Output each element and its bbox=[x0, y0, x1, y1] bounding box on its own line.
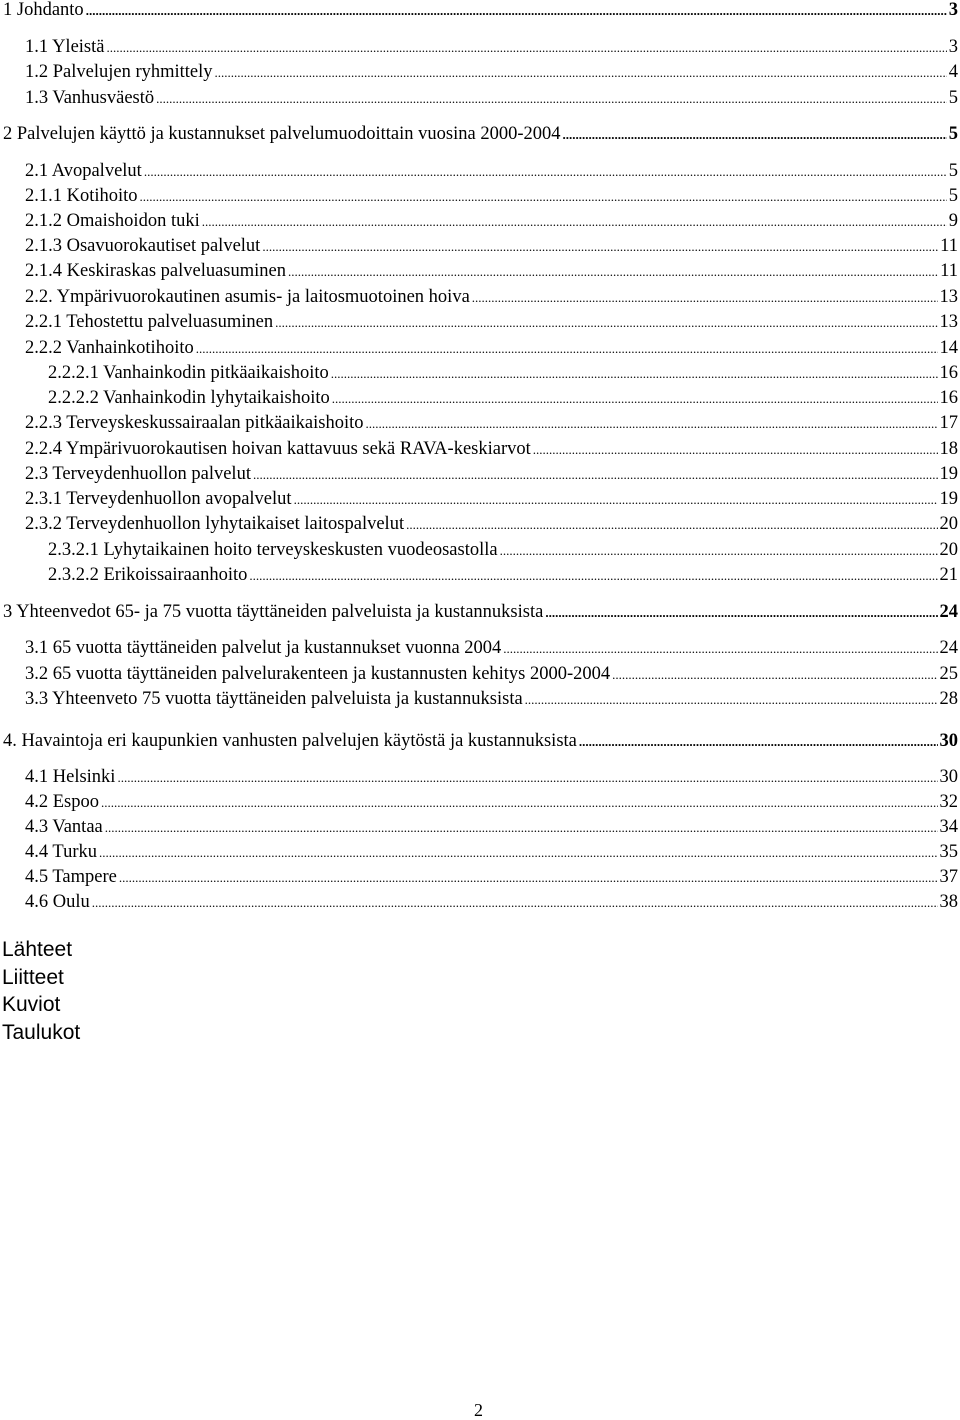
toc-entry[interactable] bbox=[25, 158, 960, 184]
toc-leader-dots bbox=[144, 159, 947, 185]
toc-entry[interactable] bbox=[48, 537, 960, 563]
toc-entry-label: 3.3 Yhteenveto 75 vuotta täyttäneiden palveluista ja kustannuksista bbox=[25, 686, 525, 712]
toc-entry-page: 18 bbox=[938, 436, 960, 462]
toc-entry-label: 2.1.2 Omaishoidon tuki bbox=[25, 208, 202, 234]
toc-entry-page: 30 bbox=[938, 764, 960, 790]
toc-entry-page: 30 bbox=[938, 728, 960, 754]
toc-leader-dots bbox=[472, 285, 938, 311]
toc-entry-label: 2 Palvelujen käyttö ja kustannukset palvelumuodoittain vuosina 2000-2004 bbox=[3, 121, 562, 147]
toc-entry-page: 17 bbox=[938, 410, 960, 436]
toc-entry[interactable] bbox=[25, 335, 960, 361]
toc-leader-dots bbox=[294, 487, 938, 513]
toc-leader-dots bbox=[156, 86, 947, 112]
toc-entry-label: 4.2 Espoo bbox=[25, 789, 101, 815]
toc-leader-dots bbox=[249, 563, 937, 589]
toc-entry[interactable] bbox=[48, 385, 960, 411]
toc-leader-dots bbox=[196, 336, 938, 362]
toc-entry[interactable] bbox=[25, 789, 960, 815]
toc-leader-dots bbox=[365, 411, 937, 437]
toc-leader-dots bbox=[500, 538, 938, 564]
appendix-figures: Kuviot bbox=[2, 991, 80, 1019]
toc-entry-page: 3 bbox=[947, 0, 960, 23]
toc-entry-label: 2.2.4 Ympärivuorokautisen hoivan kattavuus sekä RAVA-keskiarvot bbox=[25, 436, 533, 462]
toc-entry[interactable] bbox=[25, 436, 960, 462]
toc-entry[interactable] bbox=[25, 889, 960, 915]
toc-leader-dots bbox=[275, 310, 937, 336]
toc-entry[interactable] bbox=[25, 59, 960, 85]
toc-leader-dots bbox=[406, 512, 937, 538]
toc-entry[interactable] bbox=[25, 461, 960, 487]
toc-leader-dots bbox=[545, 600, 937, 626]
toc-entry-label: 3 Yhteenvedot 65- ja 75 vuotta täyttäneiden palveluista ja kustannuksista bbox=[3, 599, 545, 625]
toc-entry-label: 2.3.2.2 Erikoissairaanhoito bbox=[48, 562, 249, 588]
toc-entry[interactable] bbox=[25, 258, 960, 284]
toc-entry-page: 5 bbox=[947, 158, 960, 184]
appendix-sources: Lähteet bbox=[2, 936, 80, 964]
toc-leader-dots bbox=[101, 790, 938, 816]
toc-entry[interactable] bbox=[25, 183, 960, 209]
toc-entry[interactable] bbox=[3, 0, 960, 23]
toc-leader-dots bbox=[105, 815, 938, 841]
toc-entry-page: 11 bbox=[938, 258, 960, 284]
toc-leader-dots bbox=[503, 636, 937, 662]
toc-entry-label: 1.3 Vanhusväestö bbox=[25, 85, 156, 111]
toc-entry-page: 37 bbox=[938, 864, 960, 890]
toc-entry[interactable] bbox=[25, 284, 960, 310]
toc-leader-dots bbox=[331, 361, 938, 387]
toc-leader-dots bbox=[612, 662, 937, 688]
toc-entry-label: 4.6 Oulu bbox=[25, 889, 92, 915]
toc-entry-label: 2.1 Avopalvelut bbox=[25, 158, 144, 184]
toc-entry-page: 19 bbox=[938, 486, 960, 512]
toc-entry[interactable] bbox=[25, 309, 960, 335]
toc-entry-label: 2.3.2.1 Lyhytaikainen hoito terveyskeskusten vuodeosastolla bbox=[48, 537, 500, 563]
toc-entry[interactable] bbox=[25, 208, 960, 234]
toc-entry-page: 20 bbox=[938, 537, 960, 563]
toc-leader-dots bbox=[92, 890, 938, 916]
toc-entry-label: 4.1 Helsinki bbox=[25, 764, 117, 790]
toc-leader-dots bbox=[253, 462, 938, 488]
toc-entry-label: 2.3.1 Terveydenhuollon avopalvelut bbox=[25, 486, 294, 512]
toc-entry-page: 34 bbox=[938, 814, 960, 840]
toc-entry-label: 1 Johdanto bbox=[3, 0, 86, 23]
toc-entry[interactable] bbox=[48, 562, 960, 588]
toc-entry-page: 5 bbox=[947, 183, 960, 209]
toc-entry[interactable] bbox=[48, 360, 960, 386]
toc-leader-dots bbox=[525, 687, 938, 713]
toc-entry-page: 4 bbox=[947, 59, 960, 85]
toc-leader-dots bbox=[106, 35, 946, 61]
toc-entry-page: 32 bbox=[938, 789, 960, 815]
toc-entry-label: 2.2.2.1 Vanhainkodin pitkäaikaishoito bbox=[48, 360, 331, 386]
toc-leader-dots bbox=[140, 184, 947, 210]
toc-entry-page: 13 bbox=[938, 309, 960, 335]
toc-entry-page: 20 bbox=[938, 511, 960, 537]
toc-entry-label: 2.2.1 Tehostettu palveluasuminen bbox=[25, 309, 275, 335]
toc-entry[interactable] bbox=[25, 85, 960, 111]
toc-entry-page: 24 bbox=[938, 599, 960, 625]
toc-entry-label: 2.1.3 Osavuorokautiset palvelut bbox=[25, 233, 262, 259]
toc-entry[interactable] bbox=[25, 233, 960, 259]
toc-entry-label: 2.3 Terveydenhuollon palvelut bbox=[25, 461, 253, 487]
toc-entry-label: 4. Havaintoja eri kaupunkien vanhusten palvelujen käytöstä ja kustannuksista bbox=[3, 728, 579, 754]
toc-leader-dots bbox=[119, 865, 938, 891]
toc-entry-page: 25 bbox=[938, 661, 960, 687]
toc-leader-dots bbox=[579, 729, 938, 755]
toc-leader-dots bbox=[117, 765, 937, 791]
toc-entry-label: 1.1 Yleistä bbox=[25, 34, 106, 60]
toc-entry[interactable] bbox=[25, 635, 960, 661]
toc-entry-label: 2.2.3 Terveyskeskussairaalan pitkäaikaishoito bbox=[25, 410, 365, 436]
toc-entry-label: 4.3 Vantaa bbox=[25, 814, 105, 840]
toc-entry-label: 4.5 Tampere bbox=[25, 864, 119, 890]
toc-entry[interactable] bbox=[3, 728, 960, 754]
appendix-list bbox=[2, 936, 80, 1046]
toc-leader-dots bbox=[215, 60, 947, 86]
toc-leader-dots bbox=[288, 259, 938, 285]
toc-entry-label: 2.3.2 Terveydenhuollon lyhytaikaiset laitospalvelut bbox=[25, 511, 406, 537]
toc-leader-dots bbox=[562, 122, 946, 148]
toc-entry[interactable] bbox=[25, 864, 960, 890]
toc-entry-label: 2.2.2 Vanhainkotihoito bbox=[25, 335, 196, 361]
toc-entry-label: 4.4 Turku bbox=[25, 839, 99, 865]
toc-entry-page: 11 bbox=[938, 233, 960, 259]
toc-entry-page: 5 bbox=[947, 85, 960, 111]
toc-entry[interactable] bbox=[25, 661, 960, 687]
toc-entry-page: 14 bbox=[938, 335, 960, 361]
toc-entry[interactable] bbox=[25, 410, 960, 436]
toc-entry-page: 38 bbox=[938, 889, 960, 915]
toc-entry[interactable] bbox=[3, 599, 960, 625]
toc-entry[interactable] bbox=[25, 839, 960, 865]
toc-entry-page: 16 bbox=[938, 385, 960, 411]
toc-leader-dots bbox=[202, 209, 947, 235]
appendix-tables: Taulukot bbox=[2, 1019, 80, 1047]
toc-entry-label: 2.1.4 Keskiraskas palveluasuminen bbox=[25, 258, 288, 284]
toc-entry[interactable] bbox=[25, 511, 960, 537]
toc-entry-page: 13 bbox=[938, 284, 960, 310]
toc-leader-dots bbox=[332, 386, 938, 412]
toc-entry[interactable] bbox=[25, 764, 960, 790]
toc-entry-label: 2.2.2.2 Vanhainkodin lyhytaikaishoito bbox=[48, 385, 332, 411]
toc-entry-page: 24 bbox=[938, 635, 960, 661]
toc-entry[interactable] bbox=[25, 686, 960, 712]
toc-entry-label: 1.2 Palvelujen ryhmittely bbox=[25, 59, 215, 85]
toc-entry-page: 35 bbox=[938, 839, 960, 865]
toc-leader-dots bbox=[86, 0, 947, 24]
toc-entry[interactable] bbox=[3, 121, 960, 147]
toc-entry-page: 16 bbox=[938, 360, 960, 386]
toc-entry-label: 2.2. Ympärivuorokautinen asumis- ja laitosmuotoinen hoiva bbox=[25, 284, 472, 310]
toc-entry[interactable] bbox=[25, 34, 960, 60]
toc-entry[interactable] bbox=[25, 814, 960, 840]
toc-entry-page: 21 bbox=[938, 562, 960, 588]
toc-entry-page: 28 bbox=[938, 686, 960, 712]
page-number: 2 bbox=[474, 1400, 483, 1420]
toc-entry-page: 9 bbox=[947, 208, 960, 234]
toc-entry-label: 3.2 65 vuotta täyttäneiden palvelurakenteen ja kustannusten kehitys 2000-2004 bbox=[25, 661, 612, 687]
toc-entry-label: 2.1.1 Kotihoito bbox=[25, 183, 140, 209]
toc-entry[interactable] bbox=[25, 486, 960, 512]
toc-entry-page: 5 bbox=[947, 121, 960, 147]
toc-leader-dots bbox=[533, 437, 938, 463]
toc-leader-dots bbox=[262, 234, 938, 260]
toc-entry-page: 19 bbox=[938, 461, 960, 487]
toc-entry-label: 3.1 65 vuotta täyttäneiden palvelut ja kustannukset vuonna 2004 bbox=[25, 635, 503, 661]
appendix-attachments: Liitteet bbox=[2, 964, 80, 992]
toc-leader-dots bbox=[99, 840, 938, 866]
toc-entry-page: 3 bbox=[947, 34, 960, 60]
